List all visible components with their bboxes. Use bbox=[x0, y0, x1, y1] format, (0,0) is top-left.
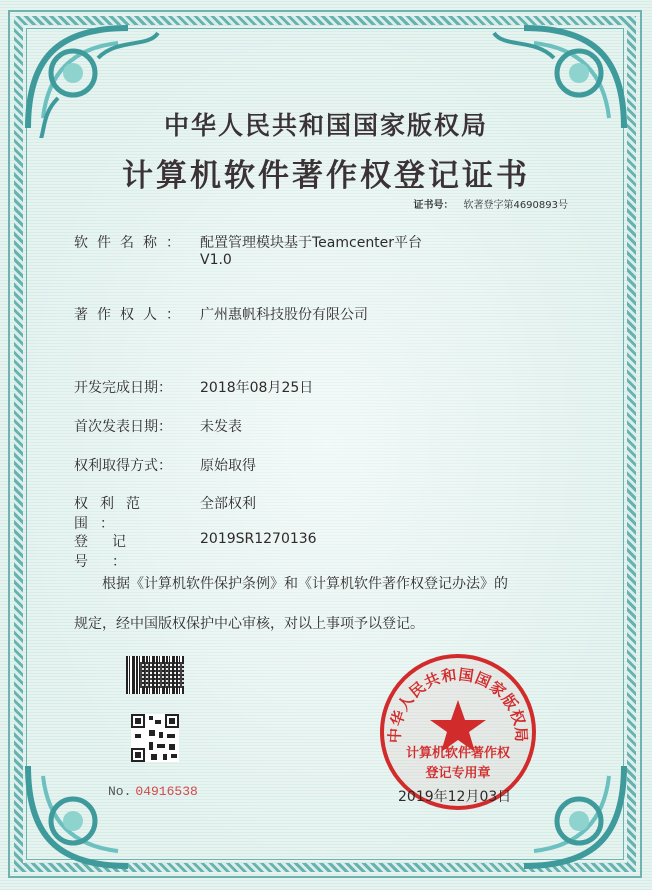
acquire-row bbox=[74, 455, 256, 475]
software-name-label: 软件名称： bbox=[74, 235, 189, 251]
issuer-title: 中华人民共和国国家版权局 bbox=[163, 111, 488, 140]
serial-prefix: No. bbox=[108, 784, 132, 799]
seal-line2: 登记专用章 bbox=[425, 766, 491, 781]
publish-date-label: 首次发表日期： bbox=[74, 419, 172, 435]
issue-date: 2019年12月03日 bbox=[398, 789, 512, 805]
scope-value: 全部权利 bbox=[200, 496, 256, 512]
dev-date-row bbox=[74, 377, 313, 397]
owner-value: 广州惠帆科技股份有限公司 bbox=[200, 307, 368, 323]
acquire-value: 原始取得 bbox=[200, 458, 256, 474]
dev-date-label: 开发完成日期： bbox=[74, 380, 172, 396]
reg-no-row bbox=[74, 531, 317, 571]
dev-date-value: 2018年08月25日 bbox=[200, 380, 314, 396]
statement-line1: 根据《计算机软件保护条例》和《计算机软件著作权登记办法》的 bbox=[102, 576, 508, 592]
serial-number bbox=[108, 784, 198, 799]
serial-value: 04916538 bbox=[135, 784, 198, 799]
certificate-title: 计算机软件著作权登记证书 bbox=[122, 158, 530, 194]
seal-line1: 计算机软件著作权 bbox=[405, 746, 510, 761]
publish-date-value: 未发表 bbox=[200, 419, 242, 435]
owner-row bbox=[74, 304, 368, 324]
cert-no-label: 证书号： bbox=[413, 200, 454, 211]
software-name-row bbox=[74, 232, 422, 268]
reg-no-value: 2019SR1270136 bbox=[200, 531, 317, 547]
statement-line2: 规定，经中国版权保护中心审核，对以上事项予以登记。 bbox=[74, 616, 424, 632]
scope-row bbox=[74, 493, 256, 533]
certificate-number bbox=[413, 196, 568, 211]
software-name-value: 配置管理模块基于Teamcenter平台 bbox=[200, 235, 423, 251]
seal-arc-text: 中华人民共和国国家版权局 bbox=[385, 665, 531, 744]
qr-code-icon bbox=[131, 714, 179, 762]
cert-no-value: 软著登字第4690893号 bbox=[463, 200, 568, 211]
reg-no-label: 登记号： bbox=[74, 534, 150, 570]
owner-label: 著作权人： bbox=[74, 307, 189, 323]
corner-ornament-icon bbox=[18, 756, 168, 876]
software-version: V1.0 bbox=[200, 252, 232, 268]
acquire-label: 权利取得方式： bbox=[74, 458, 172, 474]
barcode-pattern bbox=[140, 662, 184, 688]
publish-date-row bbox=[74, 416, 242, 436]
scope-label: 权利范围： bbox=[74, 496, 152, 532]
